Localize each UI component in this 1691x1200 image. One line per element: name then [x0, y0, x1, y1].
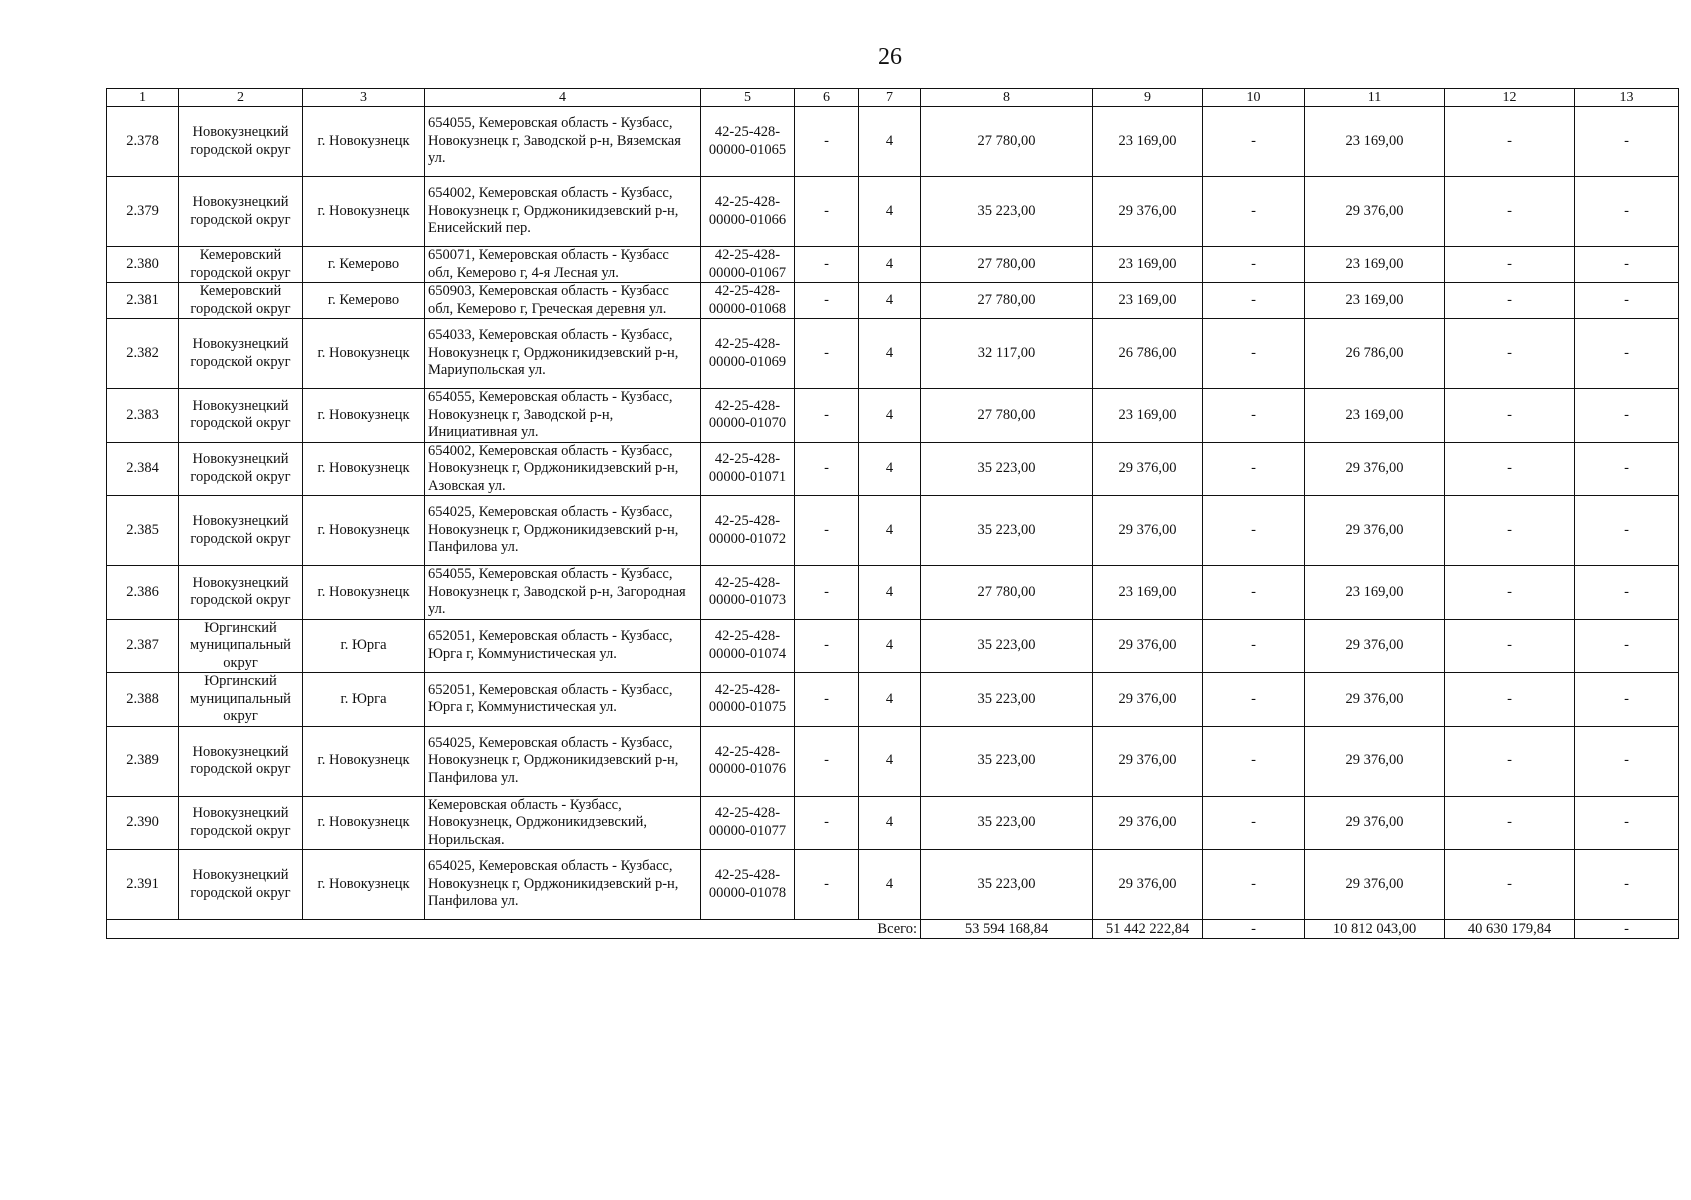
- table-row: [107, 619, 1679, 673]
- amount-cell: 29 376,00: [1305, 673, 1445, 727]
- row-number-cell: 2.383: [107, 389, 179, 443]
- row-number-cell: 2.384: [107, 442, 179, 496]
- district-cell: Новокузнецкий городской округ: [179, 496, 303, 566]
- value-cell: -: [1203, 850, 1305, 920]
- value-cell: -: [1203, 619, 1305, 673]
- amount-cell: 27 780,00: [921, 283, 1093, 319]
- value-cell: 4: [859, 442, 921, 496]
- column-header: 7: [859, 89, 921, 107]
- amount-cell: 29 376,00: [1093, 850, 1203, 920]
- address-cell: 654002, Кемеровская область - Кузбасс, Новокузнецк г, Орджоникидзевский р-н, Енисейский пер.: [425, 177, 701, 247]
- value-cell: -: [1203, 389, 1305, 443]
- value-cell: -: [795, 796, 859, 850]
- address-cell: 650903, Кемеровская область - Кузбасс обл, Кемерово г, Греческая деревня ул.: [425, 283, 701, 319]
- district-cell: Новокузнецкий городской округ: [179, 796, 303, 850]
- value-cell: -: [1445, 726, 1575, 796]
- table-row: [107, 726, 1679, 796]
- value-cell: -: [1575, 319, 1679, 389]
- amount-cell: 23 169,00: [1305, 566, 1445, 620]
- value-cell: -: [1445, 247, 1575, 283]
- code-cell: 42-25-428-00000-01066: [701, 177, 795, 247]
- code-cell: 42-25-428-00000-01078: [701, 850, 795, 920]
- value-cell: -: [795, 442, 859, 496]
- value-cell: 4: [859, 566, 921, 620]
- value-cell: -: [1575, 283, 1679, 319]
- value-cell: -: [1203, 496, 1305, 566]
- column-header: 9: [1093, 89, 1203, 107]
- city-cell: г. Новокузнецк: [303, 850, 425, 920]
- amount-cell: 29 376,00: [1093, 673, 1203, 727]
- total-cell: 40 630 179,84: [1445, 920, 1575, 939]
- amount-cell: 29 376,00: [1305, 496, 1445, 566]
- table-row: [107, 442, 1679, 496]
- value-cell: -: [1445, 673, 1575, 727]
- district-cell: Юргинский муниципальный округ: [179, 619, 303, 673]
- district-cell: Новокузнецкий городской округ: [179, 107, 303, 177]
- value-cell: 4: [859, 389, 921, 443]
- code-cell: 42-25-428-00000-01069: [701, 319, 795, 389]
- value-cell: -: [1445, 177, 1575, 247]
- value-cell: -: [1203, 566, 1305, 620]
- row-number-cell: 2.389: [107, 726, 179, 796]
- value-cell: -: [1445, 850, 1575, 920]
- code-cell: 42-25-428-00000-01073: [701, 566, 795, 620]
- value-cell: -: [795, 107, 859, 177]
- amount-cell: 29 376,00: [1305, 726, 1445, 796]
- address-cell: 654025, Кемеровская область - Кузбасс, Новокузнецк г, Орджоникидзевский р-н, Панфилова ул.: [425, 850, 701, 920]
- value-cell: -: [1575, 177, 1679, 247]
- table-row: [107, 850, 1679, 920]
- code-cell: 42-25-428-00000-01068: [701, 283, 795, 319]
- district-cell: Новокузнецкий городской округ: [179, 442, 303, 496]
- value-cell: -: [1575, 107, 1679, 177]
- district-cell: Новокузнецкий городской округ: [179, 389, 303, 443]
- amount-cell: 32 117,00: [921, 319, 1093, 389]
- value-cell: -: [1445, 389, 1575, 443]
- city-cell: г. Новокузнецк: [303, 496, 425, 566]
- value-cell: -: [1445, 566, 1575, 620]
- column-header: 3: [303, 89, 425, 107]
- district-cell: Кемеровский городской округ: [179, 247, 303, 283]
- page-number: 26: [878, 44, 902, 70]
- value-cell: -: [1203, 673, 1305, 727]
- amount-cell: 29 376,00: [1093, 726, 1203, 796]
- table-row: [107, 389, 1679, 443]
- table-row: [107, 496, 1679, 566]
- city-cell: г. Новокузнецк: [303, 442, 425, 496]
- column-number-row: [107, 89, 1679, 107]
- value-cell: -: [1445, 319, 1575, 389]
- city-cell: г. Юрга: [303, 619, 425, 673]
- amount-cell: 35 223,00: [921, 850, 1093, 920]
- code-cell: 42-25-428-00000-01074: [701, 619, 795, 673]
- amount-cell: 27 780,00: [921, 107, 1093, 177]
- table-row: [107, 107, 1679, 177]
- amount-cell: 29 376,00: [1093, 796, 1203, 850]
- value-cell: -: [1203, 177, 1305, 247]
- address-cell: 654025, Кемеровская область - Кузбасс, Новокузнецк г, Орджоникидзевский р-н, Панфилова ул.: [425, 726, 701, 796]
- amount-cell: 35 223,00: [921, 496, 1093, 566]
- code-cell: 42-25-428-00000-01071: [701, 442, 795, 496]
- city-cell: г. Новокузнецк: [303, 796, 425, 850]
- value-cell: 4: [859, 496, 921, 566]
- amount-cell: 27 780,00: [921, 247, 1093, 283]
- column-header: 10: [1203, 89, 1305, 107]
- value-cell: -: [1575, 673, 1679, 727]
- value-cell: 4: [859, 796, 921, 850]
- amount-cell: 26 786,00: [1093, 319, 1203, 389]
- value-cell: -: [1445, 796, 1575, 850]
- amount-cell: 29 376,00: [1093, 177, 1203, 247]
- amount-cell: 23 169,00: [1093, 566, 1203, 620]
- row-number-cell: 2.379: [107, 177, 179, 247]
- value-cell: -: [1203, 796, 1305, 850]
- row-number-cell: 2.391: [107, 850, 179, 920]
- district-cell: Новокузнецкий городской округ: [179, 319, 303, 389]
- value-cell: -: [1575, 566, 1679, 620]
- total-row: [107, 920, 1679, 939]
- value-cell: -: [1203, 726, 1305, 796]
- value-cell: 4: [859, 247, 921, 283]
- value-cell: -: [1445, 496, 1575, 566]
- value-cell: -: [1203, 319, 1305, 389]
- amount-cell: 27 780,00: [921, 566, 1093, 620]
- address-cell: 652051, Кемеровская область - Кузбасс, Юрга г, Коммунистическая ул.: [425, 619, 701, 673]
- value-cell: -: [795, 177, 859, 247]
- city-cell: г. Кемерово: [303, 283, 425, 319]
- amount-cell: 23 169,00: [1093, 283, 1203, 319]
- address-cell: 654002, Кемеровская область - Кузбасс, Новокузнецк г, Орджоникидзевский р-н, Азовская ул.: [425, 442, 701, 496]
- amount-cell: 29 376,00: [1305, 442, 1445, 496]
- value-cell: -: [1575, 796, 1679, 850]
- code-cell: 42-25-428-00000-01072: [701, 496, 795, 566]
- code-cell: 42-25-428-00000-01077: [701, 796, 795, 850]
- table-row: [107, 796, 1679, 850]
- amount-cell: 35 223,00: [921, 177, 1093, 247]
- column-header: 1: [107, 89, 179, 107]
- column-header: 8: [921, 89, 1093, 107]
- value-cell: -: [795, 619, 859, 673]
- column-header: 13: [1575, 89, 1679, 107]
- address-cell: 654055, Кемеровская область - Кузбасс, Новокузнецк г, Заводской р-н, Инициативная ул.: [425, 389, 701, 443]
- district-cell: Новокузнецкий городской округ: [179, 177, 303, 247]
- column-header: 4: [425, 89, 701, 107]
- value-cell: -: [795, 850, 859, 920]
- row-number-cell: 2.388: [107, 673, 179, 727]
- value-cell: 4: [859, 726, 921, 796]
- value-cell: -: [795, 247, 859, 283]
- city-cell: г. Новокузнецк: [303, 566, 425, 620]
- total-label: Всего:: [107, 920, 921, 939]
- address-cell: Кемеровская область - Кузбасс, Новокузнецк, Орджоникидзевский, Норильская.: [425, 796, 701, 850]
- row-number-cell: 2.381: [107, 283, 179, 319]
- total-cell: 51 442 222,84: [1093, 920, 1203, 939]
- value-cell: -: [1203, 107, 1305, 177]
- address-cell: 650071, Кемеровская область - Кузбасс обл, Кемерово г, 4-я Лесная ул.: [425, 247, 701, 283]
- amount-cell: 29 376,00: [1305, 796, 1445, 850]
- table-row: [107, 247, 1679, 283]
- value-cell: -: [795, 389, 859, 443]
- amount-cell: 35 223,00: [921, 796, 1093, 850]
- amount-cell: 35 223,00: [921, 619, 1093, 673]
- district-cell: Юргинский муниципальный округ: [179, 673, 303, 727]
- amount-cell: 29 376,00: [1093, 619, 1203, 673]
- value-cell: -: [1445, 442, 1575, 496]
- value-cell: -: [1575, 619, 1679, 673]
- code-cell: 42-25-428-00000-01075: [701, 673, 795, 727]
- registry-table: [106, 88, 1679, 939]
- row-number-cell: 2.378: [107, 107, 179, 177]
- value-cell: -: [1575, 442, 1679, 496]
- column-header: 6: [795, 89, 859, 107]
- column-header: 12: [1445, 89, 1575, 107]
- address-cell: 654055, Кемеровская область - Кузбасс, Новокузнецк г, Заводской р-н, Вяземская ул.: [425, 107, 701, 177]
- city-cell: г. Новокузнецк: [303, 726, 425, 796]
- code-cell: 42-25-428-00000-01070: [701, 389, 795, 443]
- value-cell: -: [1203, 247, 1305, 283]
- amount-cell: 29 376,00: [1305, 850, 1445, 920]
- district-cell: Новокузнецкий городской округ: [179, 850, 303, 920]
- table-row: [107, 673, 1679, 727]
- city-cell: г. Новокузнецк: [303, 107, 425, 177]
- value-cell: -: [1203, 442, 1305, 496]
- amount-cell: 29 376,00: [1305, 619, 1445, 673]
- value-cell: -: [1575, 496, 1679, 566]
- value-cell: -: [1203, 283, 1305, 319]
- value-cell: 4: [859, 177, 921, 247]
- row-number-cell: 2.385: [107, 496, 179, 566]
- value-cell: 4: [859, 850, 921, 920]
- value-cell: -: [1575, 850, 1679, 920]
- amount-cell: 35 223,00: [921, 673, 1093, 727]
- row-number-cell: 2.387: [107, 619, 179, 673]
- district-cell: Новокузнецкий городской округ: [179, 726, 303, 796]
- amount-cell: 29 376,00: [1093, 496, 1203, 566]
- value-cell: -: [1575, 726, 1679, 796]
- value-cell: -: [795, 726, 859, 796]
- row-number-cell: 2.390: [107, 796, 179, 850]
- value-cell: 4: [859, 673, 921, 727]
- amount-cell: 29 376,00: [1093, 442, 1203, 496]
- code-cell: 42-25-428-00000-01076: [701, 726, 795, 796]
- value-cell: -: [795, 319, 859, 389]
- amount-cell: 23 169,00: [1093, 247, 1203, 283]
- amount-cell: 27 780,00: [921, 389, 1093, 443]
- table-row: [107, 566, 1679, 620]
- amount-cell: 35 223,00: [921, 442, 1093, 496]
- city-cell: г. Новокузнецк: [303, 389, 425, 443]
- row-number-cell: 2.382: [107, 319, 179, 389]
- amount-cell: 35 223,00: [921, 726, 1093, 796]
- address-cell: 654055, Кемеровская область - Кузбасс, Новокузнецк г, Заводской р-н, Загородная ул.: [425, 566, 701, 620]
- value-cell: -: [1445, 619, 1575, 673]
- amount-cell: 23 169,00: [1093, 107, 1203, 177]
- amount-cell: 23 169,00: [1305, 389, 1445, 443]
- code-cell: 42-25-428-00000-01067: [701, 247, 795, 283]
- column-header: 5: [701, 89, 795, 107]
- amount-cell: 23 169,00: [1305, 283, 1445, 319]
- value-cell: -: [795, 673, 859, 727]
- value-cell: -: [1445, 283, 1575, 319]
- amount-cell: 29 376,00: [1305, 177, 1445, 247]
- value-cell: 4: [859, 619, 921, 673]
- value-cell: 4: [859, 107, 921, 177]
- total-cell: -: [1575, 920, 1679, 939]
- total-cell: -: [1203, 920, 1305, 939]
- value-cell: 4: [859, 283, 921, 319]
- value-cell: -: [1575, 389, 1679, 443]
- address-cell: 654025, Кемеровская область - Кузбасс, Новокузнецк г, Орджоникидзевский р-н, Панфилова ул.: [425, 496, 701, 566]
- city-cell: г. Юрга: [303, 673, 425, 727]
- column-header: 2: [179, 89, 303, 107]
- table-row: [107, 283, 1679, 319]
- row-number-cell: 2.380: [107, 247, 179, 283]
- district-cell: Кемеровский городской округ: [179, 283, 303, 319]
- code-cell: 42-25-428-00000-01065: [701, 107, 795, 177]
- amount-cell: 23 169,00: [1305, 247, 1445, 283]
- address-cell: 652051, Кемеровская область - Кузбасс, Юрга г, Коммунистическая ул.: [425, 673, 701, 727]
- value-cell: -: [795, 496, 859, 566]
- amount-cell: 23 169,00: [1093, 389, 1203, 443]
- column-header: 11: [1305, 89, 1445, 107]
- value-cell: -: [1575, 247, 1679, 283]
- city-cell: г. Новокузнецк: [303, 177, 425, 247]
- city-cell: г. Кемерово: [303, 247, 425, 283]
- table-row: [107, 177, 1679, 247]
- value-cell: 4: [859, 319, 921, 389]
- city-cell: г. Новокузнецк: [303, 319, 425, 389]
- row-number-cell: 2.386: [107, 566, 179, 620]
- amount-cell: 26 786,00: [1305, 319, 1445, 389]
- table-row: [107, 319, 1679, 389]
- table-body: [107, 107, 1679, 939]
- total-cell: 10 812 043,00: [1305, 920, 1445, 939]
- value-cell: -: [795, 283, 859, 319]
- total-cell: 53 594 168,84: [921, 920, 1093, 939]
- value-cell: -: [1445, 107, 1575, 177]
- address-cell: 654033, Кемеровская область - Кузбасс, Новокузнецк г, Орджоникидзевский р-н, Мариупольская ул.: [425, 319, 701, 389]
- amount-cell: 23 169,00: [1305, 107, 1445, 177]
- district-cell: Новокузнецкий городской округ: [179, 566, 303, 620]
- value-cell: -: [795, 566, 859, 620]
